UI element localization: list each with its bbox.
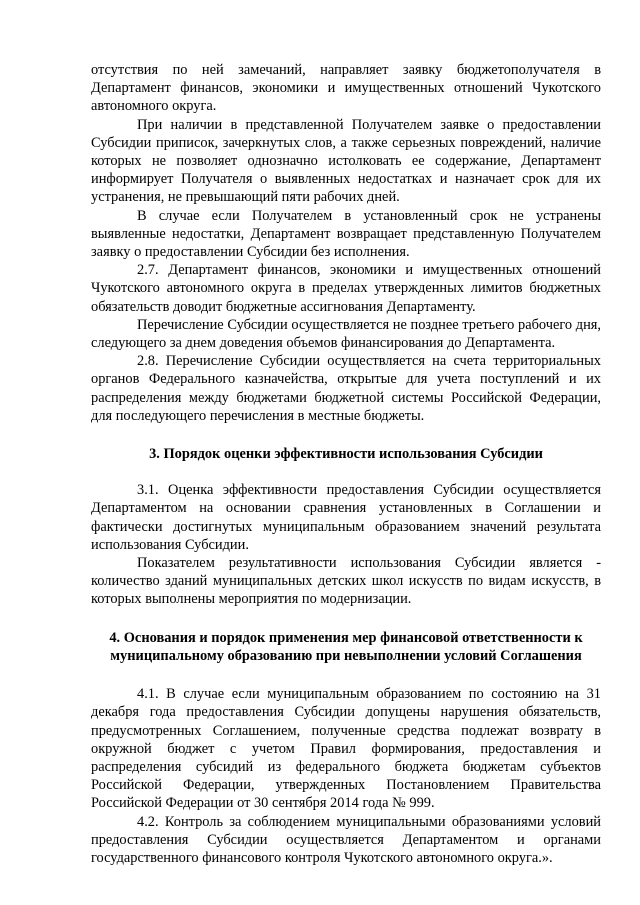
paragraph-performance-indicator: Показателем результативности использования Субсидии является - количество зданий муниципальных детских школ искусств по видам искусств, в которых выполнены мероприятия по модернизации.: [91, 555, 601, 608]
section-4-heading-line-2: муниципальному образованию при невыполнении условий Соглашения: [110, 647, 582, 664]
paragraph-2-8: 2.8. Перечисление Субсидии осуществляется на счета территориальных органов Федерального казначейства, открытые для учета поступлений и их распределения между бюджетами бюджетной системы Российской Федерации, для последующего перечисления в местные бюджеты.: [91, 353, 601, 424]
paragraph-application-defects: При наличии в представленной Получателем заявке о предоставлении Субсидии приписок, зачеркнутых слов, а также серьезных повреждений, наличие которых не позволяет однозначно истолковать ее содержание, Департамент информирует Получателя о выявленных недостатках и назначает срок для их устранения, не превышающий пяти рабочих дней.: [91, 116, 601, 206]
section-3-body: [91, 481, 601, 608]
paragraph-4-1: 4.1. В случае если муниципальным образованием по состоянию на 31 декабря года предоставления Субсидии допущены нарушения обязательств, предусмотренных Соглашением, полученные средства подлежат возврату в окружной бюджет с учетом Правил формирования, предоставления и распределения субсидий из федерального бюджета бюджетам субъектов Российской Федерации, утвержденных Постановлением Правительства Российской Федерации от 30 сентября 2014 года № 999.: [91, 686, 601, 812]
paragraph-transfer-deadline: Перечисление Субсидии осуществляется не позднее третьего рабочего дня, следующего за днем доведения объемов финансирования до Департамента.: [91, 316, 601, 352]
paragraph-3-1: 3.1. Оценка эффективности предоставления Субсидии осуществляется Департаментом на основании сравнения установленных в Соглашении и фактически достигнутых муниципальным образованием значений результата использования Субсидии.: [91, 482, 601, 553]
section-4-body: [91, 685, 601, 867]
document-page: [91, 61, 601, 867]
paragraph-intro-continuation: отсутствия по ней замечаний, направляет заявку бюджетополучателя в Департамент финансов, экономики и имущественных отношений Чукотского автономного округа.: [91, 62, 601, 115]
section-4-heading-line-1: 4. Основания и порядок применения мер финансовой ответственности к: [109, 629, 583, 646]
section-4-heading: [91, 629, 601, 665]
paragraph-return-application: В случае если Получателем в установленный срок не устранены выявленные недостатки, Департамент возвращает представленную Получателем заявку о предоставлении Субсидии без исполнения.: [91, 207, 601, 261]
paragraph-4-2: 4.2. Контроль за соблюдением муниципальными образованиями условий предоставления Субсидии осуществляется Департаментом и органами государственного финансового контроля Чукотского автономного округа.».: [91, 813, 601, 866]
paragraph-2-7: 2.7. Департамент финансов, экономики и имущественных отношений Чукотского автономного округа в пределах утвержденных лимитов бюджетных обязательств доводит бюджетные ассигнования Департаменту.: [91, 262, 601, 315]
section-3-heading: 3. Порядок оценки эффективности использования Субсидии: [149, 446, 543, 463]
